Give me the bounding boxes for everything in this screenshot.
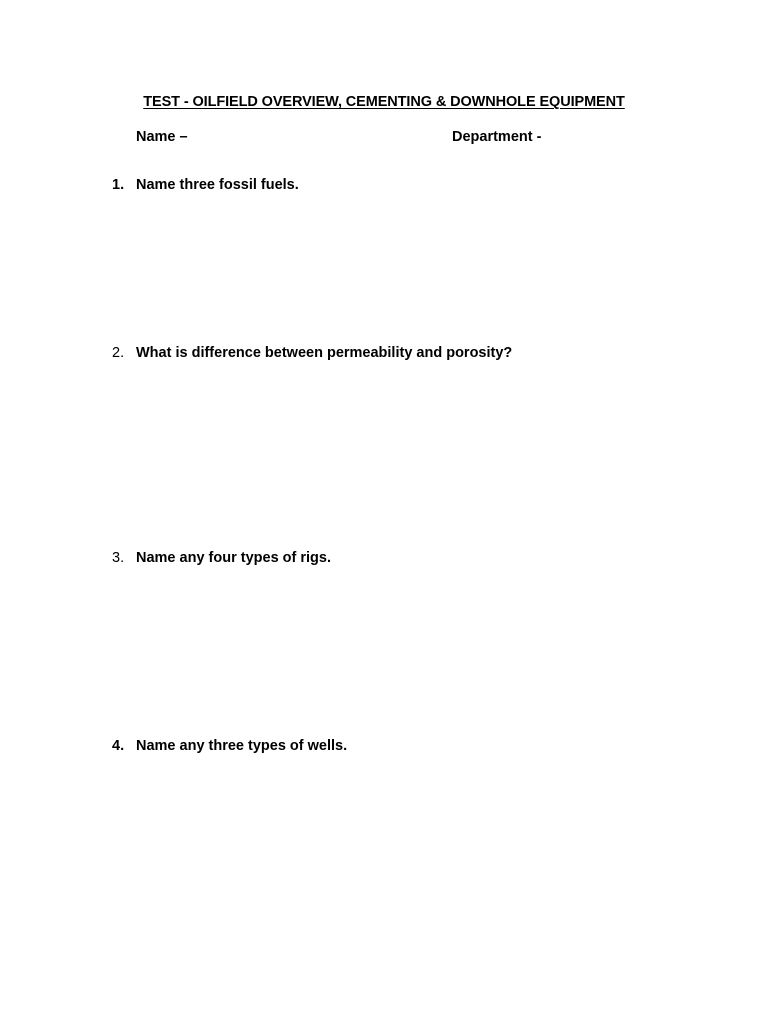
question-3 bbox=[112, 550, 331, 566]
question-3-number: 3. bbox=[112, 550, 125, 566]
question-2 bbox=[112, 345, 512, 361]
question-2-text: What is difference between permeability and porosity? bbox=[136, 345, 513, 361]
question-4-text: Name any three types of wells. bbox=[136, 738, 348, 754]
document-title: TEST - OILFIELD OVERVIEW, CEMENTING & DOWNHOLE EQUIPMENT bbox=[143, 94, 625, 110]
question-1-text: Name three fossil fuels. bbox=[136, 177, 299, 193]
question-2-number: 2. bbox=[112, 345, 125, 361]
question-3-text: Name any four types of rigs. bbox=[136, 550, 331, 566]
question-1 bbox=[112, 177, 299, 193]
name-field-label: Name – bbox=[136, 129, 188, 145]
question-1-number: 1. bbox=[112, 177, 125, 193]
question-4 bbox=[112, 738, 347, 754]
question-4-number: 4. bbox=[112, 738, 125, 754]
department-field-label: Department - bbox=[452, 129, 542, 145]
